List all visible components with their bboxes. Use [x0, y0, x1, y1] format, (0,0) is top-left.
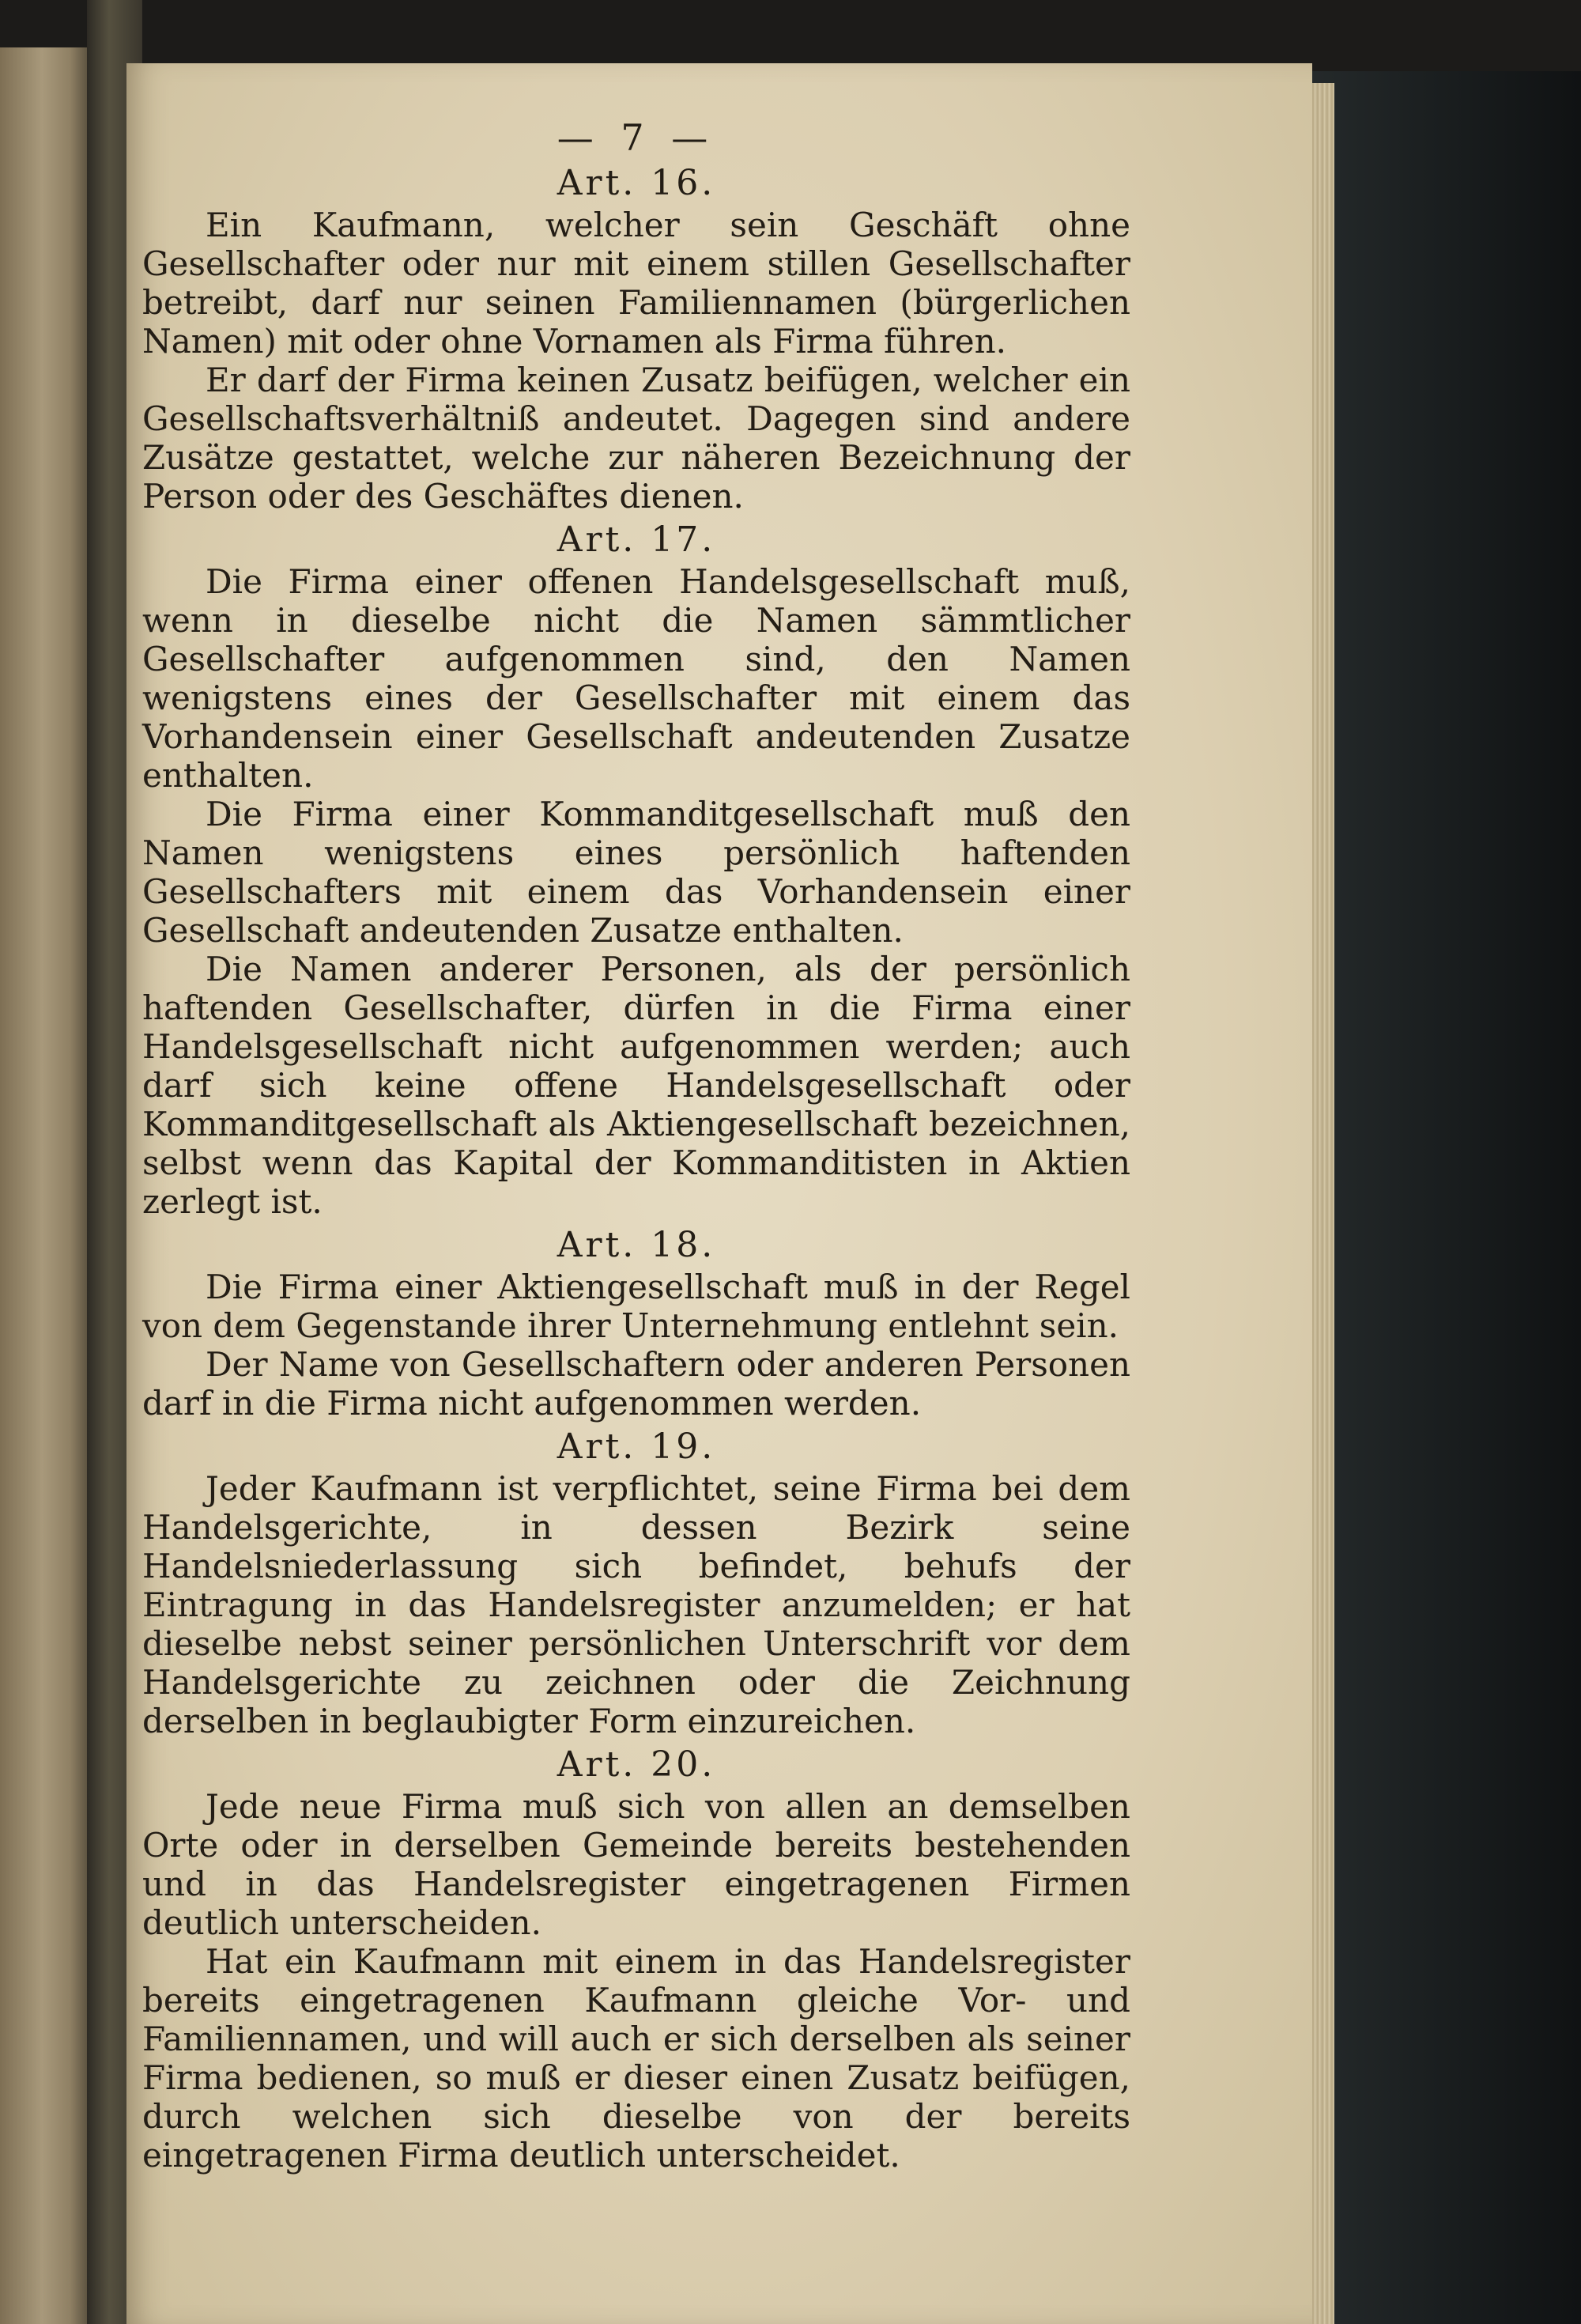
paragraph: Hat ein Kaufmann mit einem in das Handelsregister bereits eingetragenen Kaufmann gleiche Vor- und Familiennamen, und will auch er sich derselben als seiner Firma bedienen, so muß er dieser einen Zusatz beifügen, durch welchen sich dieselbe von der bereits eingetragenen Firma deutlich unterscheidet.	[142, 1942, 1130, 2175]
article-16	[142, 164, 1130, 516]
article-heading: Art. 19.	[557, 1427, 716, 1467]
article-heading: Art. 16.	[557, 163, 716, 203]
article-19	[142, 1427, 1130, 1740]
article-17	[142, 520, 1130, 1221]
page-number: — 7 —	[557, 116, 716, 159]
paragraph: Er darf der Firma keinen Zusatz beifügen, welcher ein Gesellschaftsverhältniß andeutet. Dagegen sind andere Zusätze gestattet, welche zur näheren Bezeichnung der Person oder des Geschäftes dienen.	[142, 361, 1130, 516]
paragraph: Die Firma einer Aktiengesellschaft muß in der Regel von dem Gegenstande ihrer Unternehmung entlehnt sein.	[142, 1268, 1130, 1345]
article-heading: Art. 17.	[557, 520, 716, 560]
paragraph: Die Namen anderer Personen, als der persönlich haftenden Gesellschafter, dürfen in die Firma einer Handelsgesellschaft nicht aufgenommen werden; auch darf sich keine offene Handelsgesellschaft oder Kommanditgesellschaft als Aktiengesellschaft bezeichnen, selbst wenn das Kapital der Kommanditisten in Aktien zerlegt ist.	[142, 950, 1130, 1221]
paragraph: Die Firma einer Kommanditgesellschaft muß den Namen wenigstens eines persönlich haftenden Gesellschafters mit einem das Vorhandensein einer Gesellschaft andeutenden Zusatze enthalten.	[142, 795, 1130, 950]
page-text	[142, 116, 1130, 2175]
book-cover	[1303, 71, 1581, 2324]
article-heading: Art. 18.	[557, 1225, 716, 1265]
article-heading: Art. 20.	[557, 1744, 716, 1785]
paragraph: Der Name von Gesellschaftern oder anderen Personen darf in die Firma nicht aufgenommen werden.	[142, 1345, 1130, 1423]
book-page	[126, 63, 1312, 2324]
paragraph: Jeder Kaufmann ist verpflichtet, seine Firma bei dem Handelsgerichte, in dessen Bezirk seine Handelsniederlassung sich befindet, behufs der Eintragung in das Handelsregister anzumelden; er hat dieselbe nebst seiner persönlichen Unterschrift vor dem Handelsgerichte zu zeichnen oder die Zeichnung derselben in beglaubigter Form einzureichen.	[142, 1469, 1130, 1740]
previous-page-edge	[0, 47, 93, 2324]
paragraph: Ein Kaufmann, welcher sein Geschäft ohne Gesellschafter oder nur mit einem stillen Gesellschafter betreibt, darf nur seinen Familiennamen (bürgerlichen Namen) mit oder ohne Vornamen als Firma führen.	[142, 206, 1130, 361]
article-18	[142, 1226, 1130, 1423]
article-20	[142, 1745, 1130, 2175]
paragraph: Die Firma einer offenen Handelsgesellschaft muß, wenn in dieselbe nicht die Namen sämmtlicher Gesellschafter aufgenommen sind, den Namen wenigstens eines der Gesellschafter mit einem das Vorhandensein einer Gesellschaft andeutenden Zusatze enthalten.	[142, 562, 1130, 795]
paragraph: Jede neue Firma muß sich von allen an demselben Orte oder in derselben Gemeinde bereits bestehenden und in das Handelsregister eingetragenen Firmen deutlich unterscheiden.	[142, 1787, 1130, 1942]
